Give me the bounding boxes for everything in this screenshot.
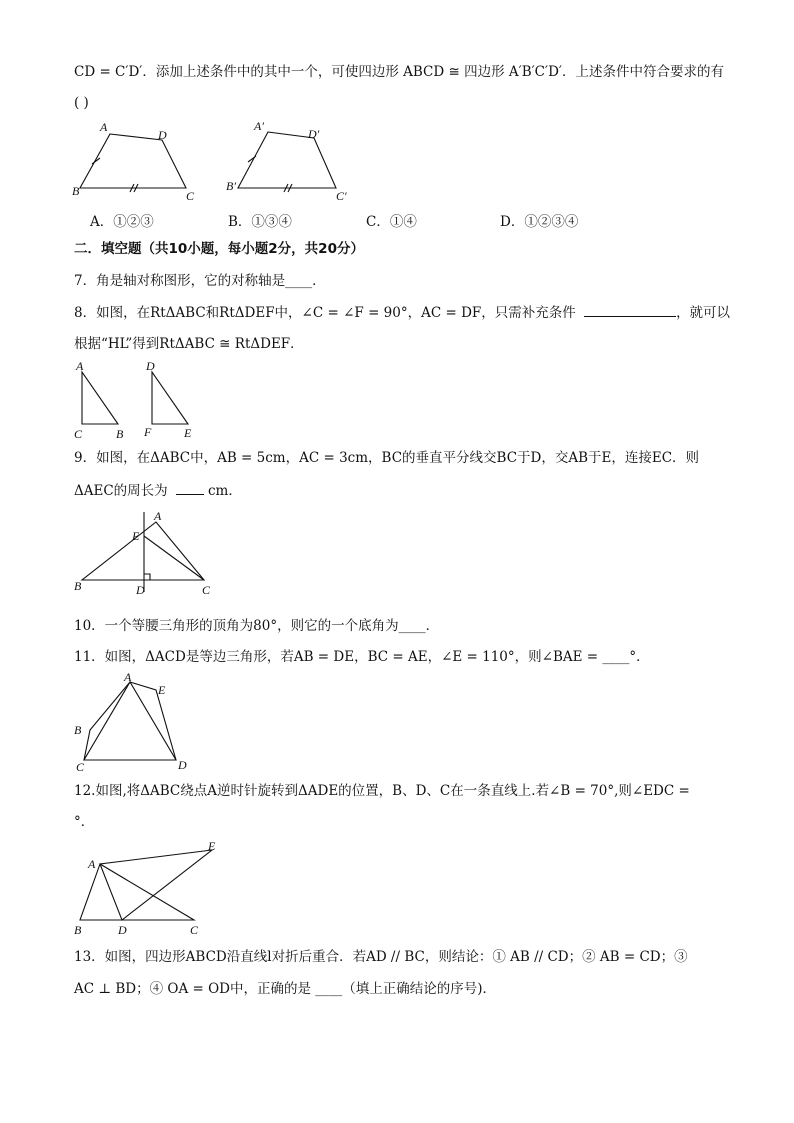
label-d: D bbox=[118, 923, 127, 937]
q13-line1: 13．如图，四边形ABCD沿直线l对折后重合．若AD // BC，则结论：① AB // CD；② AB = CD；③ bbox=[74, 949, 688, 965]
q6-option-d[interactable] bbox=[500, 210, 578, 230]
label-a: A bbox=[88, 857, 96, 871]
label-b-prime: B′ bbox=[226, 179, 236, 193]
label-f: F bbox=[144, 425, 152, 439]
option-text: ①④ bbox=[389, 214, 417, 230]
q9-line2-text: ΔAEC的周长为 bbox=[74, 483, 168, 499]
segment-ec bbox=[144, 536, 204, 580]
label-d: D bbox=[136, 583, 145, 597]
q13-line2: AC ⊥ BD；④ OA = OD中，正确的是 ____（填上正确结论的序号)． bbox=[74, 981, 497, 997]
label-d: D bbox=[178, 758, 187, 772]
label-c: C bbox=[202, 583, 211, 597]
q6-option-c[interactable] bbox=[366, 210, 417, 230]
label-a: A bbox=[76, 359, 84, 373]
label-d: D bbox=[146, 359, 155, 373]
label-e: E bbox=[132, 529, 140, 543]
option-key: D． bbox=[500, 214, 525, 230]
q6-answer-parens: ( ) bbox=[74, 95, 89, 111]
label-b: B bbox=[116, 427, 124, 441]
q6-figure-abcd bbox=[70, 118, 200, 208]
section-header: 二．填空题（共10小题，每小题2分，共20分） bbox=[74, 241, 364, 257]
label-a: A bbox=[100, 120, 108, 134]
q11-text: 11．如图，ΔACD是等边三角形，若AB = DE，BC = AE，∠E = 110°，则∠BAE = ____°． bbox=[74, 649, 650, 665]
label-d: D bbox=[158, 128, 167, 142]
triangle-abc bbox=[82, 372, 118, 424]
option-text: ①②③④ bbox=[524, 214, 579, 230]
label-b: B bbox=[74, 723, 82, 737]
label-e: E bbox=[158, 683, 166, 697]
q7-text: 7．角是轴对称图形，它的对称轴是____． bbox=[74, 273, 326, 289]
q6-option-b[interactable] bbox=[228, 210, 292, 230]
label-b: B bbox=[74, 579, 82, 593]
q6-line1: CD = C′D′．添加上述条件中的其中一个，可使四边形 ABCD ≅ 四边形 A′B′C′D′．上述条件中符合要求的有 bbox=[74, 64, 724, 80]
option-text: ①③④ bbox=[251, 214, 292, 230]
triangle-abc bbox=[82, 522, 204, 580]
q8-answer-blank[interactable] bbox=[584, 303, 676, 317]
q11-figure bbox=[70, 672, 200, 772]
q9-unit: cm． bbox=[207, 483, 242, 499]
q12-figure bbox=[70, 840, 230, 940]
q8-figure bbox=[70, 358, 200, 441]
q8-line1-text: 8．如图，在RtΔABC和RtΔDEF中，∠C = ∠F = 90°，AC = DF，只需补充条件 bbox=[74, 305, 576, 321]
label-a: A bbox=[124, 670, 132, 684]
label-c: C bbox=[74, 427, 83, 441]
q9-line2 bbox=[74, 481, 242, 500]
label-e: E bbox=[184, 426, 192, 440]
option-key: C． bbox=[366, 214, 390, 230]
q12-line1: 12.如图,将ΔABC绕点A逆时针旋转到ΔADE的位置，B、D、C在一条直线上.若∠B = 70°,则∠EDC = bbox=[74, 783, 690, 799]
label-d-prime: D′ bbox=[308, 127, 320, 141]
option-key: B． bbox=[228, 214, 252, 230]
label-c: C bbox=[76, 760, 85, 774]
q9-line1: 9．如图，在ΔABC中，AB = 5cm，AC = 3cm，BC的垂直平分线交BC于D，交AB于E，连接EC．则 bbox=[74, 450, 700, 466]
label-a-prime: A′ bbox=[254, 119, 264, 133]
q10-text: 10．一个等腰三角形的顶角为80°，则它的一个底角为____． bbox=[74, 618, 440, 634]
q9-figure bbox=[70, 508, 220, 603]
label-b: B bbox=[74, 923, 82, 937]
option-text: ①②③ bbox=[113, 214, 154, 230]
label-c-prime: C′ bbox=[336, 189, 347, 203]
label-c: C bbox=[186, 189, 195, 203]
label-a: A bbox=[154, 509, 162, 523]
option-key: A． bbox=[90, 214, 114, 230]
q8-line1 bbox=[74, 303, 730, 322]
triangle-def bbox=[152, 372, 188, 424]
q6-figure-abcd-prime bbox=[226, 118, 366, 208]
q8-line1-tail: ，就可以 bbox=[676, 305, 731, 321]
label-c: C bbox=[190, 923, 199, 937]
q12-line2: °． bbox=[74, 814, 95, 830]
quad-abcd-prime bbox=[238, 132, 336, 188]
right-angle-mark bbox=[144, 574, 150, 580]
label-e: E bbox=[208, 839, 216, 853]
q6-option-a[interactable] bbox=[90, 210, 154, 230]
q9-answer-blank[interactable] bbox=[176, 481, 204, 495]
triangle-abc bbox=[80, 864, 194, 920]
q8-line2: 根据“HL”得到RtΔABC ≅ RtΔDEF． bbox=[74, 336, 304, 352]
triangle-ade bbox=[100, 850, 212, 920]
label-b: B bbox=[72, 184, 80, 198]
